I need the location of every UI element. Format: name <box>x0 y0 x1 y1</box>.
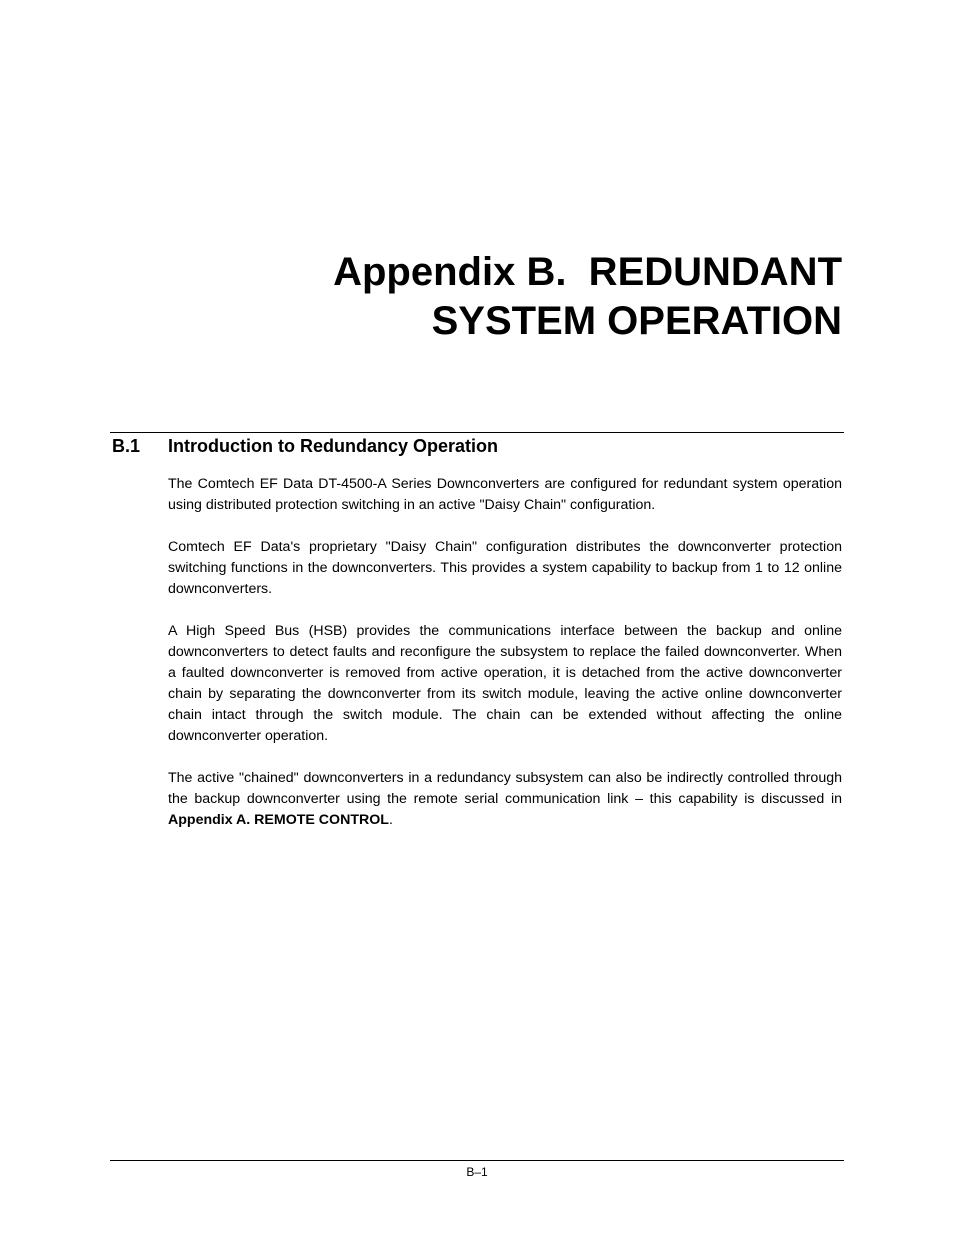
page-number: B–1 <box>466 1165 488 1179</box>
paragraph-3: A High Speed Bus (HSB) provides the communications interface between the backup and online downconverters to detect faults and reconfigure the subsystem to replace the failed downconverter. When a faulted downconverter is removed from active operation, it is detached from the active downconverter chain by separating the downconverter from its switch module, leaving the active online downconverter chain intact through the switch module. The chain can be extended without affecting the online downconverter operation. <box>168 623 842 744</box>
body-text <box>168 474 842 852</box>
paragraph-1: The Comtech EF Data DT-4500-A Series Downconverters are configured for redundant system operation using distributed protection switching in an active "Daisy Chain" configuration. <box>168 476 842 513</box>
section-divider <box>110 432 844 433</box>
section-title: Introduction to Redundancy Operation <box>168 436 498 456</box>
paragraph-2: Comtech EF Data's proprietary "Daisy Chain" configuration distributes the downconverter protection switching functions in the downconverters. This provides a system capability to backup from 1 to 12 online downconverters. <box>168 539 842 597</box>
title-line-1: Appendix B. REDUNDANT <box>333 250 842 294</box>
section-heading <box>112 434 844 458</box>
section-number: B.1 <box>112 436 141 456</box>
appendix-a-reference: Appendix A. REMOTE CONTROL <box>168 812 389 828</box>
page-title <box>142 248 842 346</box>
paragraph-4-text: The active "chained" downconverters in a redundancy subsystem can also be indirectly controlled through the backup downconverter using the remote serial communication link – this capability is discussed in <box>168 770 842 807</box>
paragraph-4 <box>168 768 842 831</box>
footer-divider <box>110 1160 844 1161</box>
title-line-2: SYSTEM OPERATION <box>431 299 842 343</box>
paragraph-4-end: . <box>388 812 393 828</box>
